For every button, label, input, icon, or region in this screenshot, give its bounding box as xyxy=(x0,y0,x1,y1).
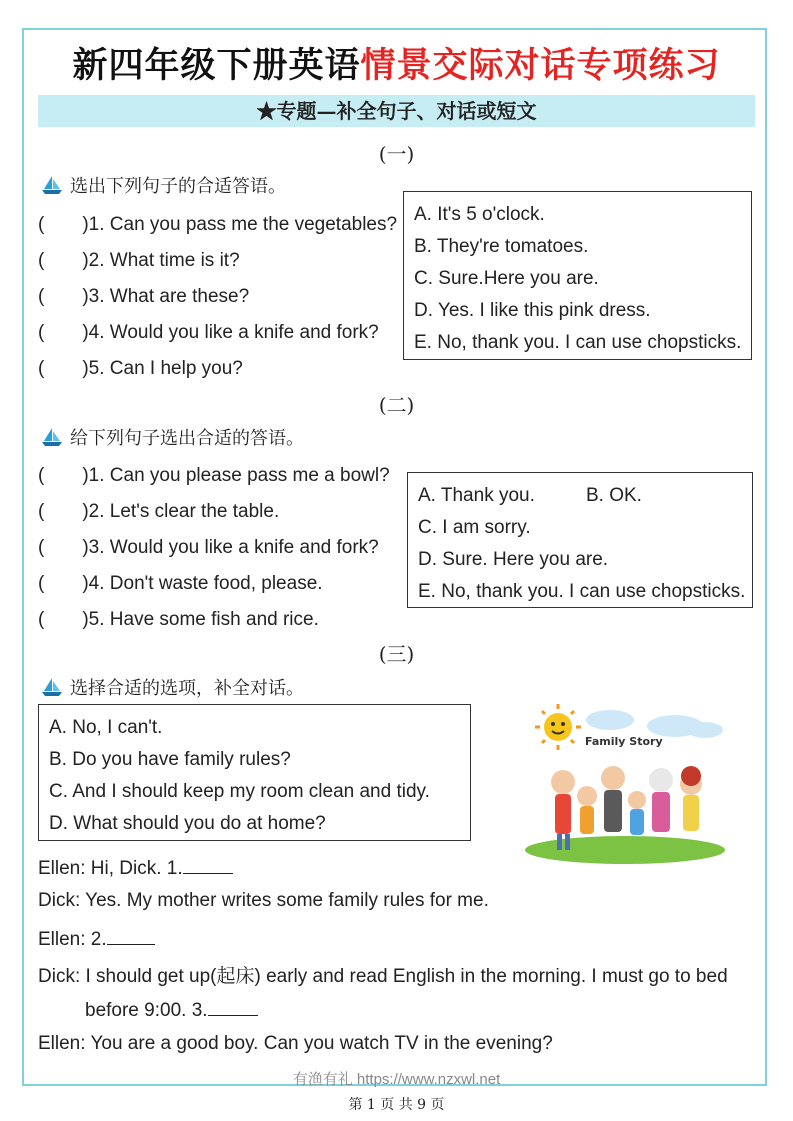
answer-blank-2[interactable] xyxy=(107,926,155,945)
section1-question-2: ( )2. What time is it? xyxy=(38,250,240,271)
section1-question-3: ( )3. What are these? xyxy=(38,286,250,307)
section2-question-2: ( )2. Let's clear the table. xyxy=(38,501,280,522)
dialogue-line-6: Ellen: You are a good boy. Can you watch TV in the evening? xyxy=(38,1033,553,1054)
section1-instruction-text: 选出下列句子的合适答语。 xyxy=(70,176,286,197)
section3-option-a: A. No, I can't. xyxy=(49,717,163,738)
page-title xyxy=(0,38,793,88)
section1-question-4: ( )4. Would you like a knife and fork? xyxy=(38,322,379,343)
section2-options-box xyxy=(407,472,753,608)
section3-options-box xyxy=(38,704,471,841)
section2-question-3: ( )3. Would you like a knife and fork? xyxy=(38,537,379,558)
illustration-caption: Family Story xyxy=(585,735,663,748)
section3-instruction xyxy=(40,674,304,700)
section2-option-c: C. I am sorry. xyxy=(418,517,531,538)
dialogue-line-5 xyxy=(85,997,258,1022)
sailboat-icon xyxy=(40,427,64,447)
dialogue-line-2: Dick: Yes. My mother writes some family rules for me. xyxy=(38,890,489,911)
dialogue-line-5-text: before 9:00. 3. xyxy=(85,1000,208,1021)
section2-option-d: D. Sure. Here you are. xyxy=(418,549,609,570)
dialogue-line-4: Dick: I should get up(起床) early and read English in the morning. I must go to bed xyxy=(38,966,728,987)
section2-option-e: E. No, thank you. I can use chopsticks. xyxy=(418,581,746,602)
section3-instruction-text: 选择合适的选项，补全对话。 xyxy=(70,678,304,699)
section1-instruction xyxy=(40,172,286,198)
sun-icon xyxy=(535,704,581,750)
page-number: 第 1 页 共 9 页 xyxy=(348,1097,445,1113)
section2-question-4: ( )4. Don't waste food, please. xyxy=(38,573,323,594)
title-black: 新四年级下册英语 xyxy=(72,46,361,86)
dialogue-line-3-text: Ellen: 2. xyxy=(38,929,107,950)
section1-option-e: E. No, thank you. I can use chopsticks. xyxy=(414,332,742,353)
section2-number: (二) xyxy=(378,393,415,417)
dialogue-line-1 xyxy=(38,855,233,880)
section2-instruction xyxy=(40,424,304,450)
dialogue-line-1-text: Ellen: Hi, Dick. 1. xyxy=(38,858,183,879)
title-red: 情景交际对话专项练习 xyxy=(360,46,721,86)
section2-option-b: B. OK. xyxy=(586,485,642,506)
topic-banner: ★专题—补全句子、对话或短文 xyxy=(38,95,755,127)
section1-option-b: B. They're tomatoes. xyxy=(414,236,589,257)
section1-option-c: C. Sure.Here you are. xyxy=(414,268,599,289)
section2-instruction-text: 给下列句子选出合适的答语。 xyxy=(70,428,304,449)
watermark: 有渔有礼 https://www.nzxwl.net xyxy=(292,1071,501,1088)
section1-question-5: ( )5. Can I help you? xyxy=(38,358,243,379)
section3-option-d: D. What should you do at home? xyxy=(49,813,326,834)
section1-option-d: D. Yes. I like this pink dress. xyxy=(414,300,651,321)
section2-option-a: A. Thank you. xyxy=(418,485,535,506)
answer-blank-3[interactable] xyxy=(208,997,258,1016)
section3-number: (三) xyxy=(378,642,415,666)
sailboat-icon xyxy=(40,175,64,195)
section3-option-c: C. And I should keep my room clean and tidy. xyxy=(49,781,430,802)
section1-option-a: A. It's 5 o'clock. xyxy=(414,204,545,225)
section2-question-1: ( )1. Can you please pass me a bowl? xyxy=(38,465,390,486)
sailboat-icon xyxy=(40,677,64,697)
section1-options-box xyxy=(403,191,752,360)
section1-question-1: ( )1. Can you pass me the vegetables? xyxy=(38,214,398,235)
section3-option-b: B. Do you have family rules? xyxy=(49,749,291,770)
section1-number: (一) xyxy=(378,142,415,166)
section2-question-5: ( )5. Have some fish and rice. xyxy=(38,609,319,630)
dialogue-line-3 xyxy=(38,926,155,951)
answer-blank-1[interactable] xyxy=(183,855,233,874)
family-story-illustration xyxy=(515,700,730,865)
